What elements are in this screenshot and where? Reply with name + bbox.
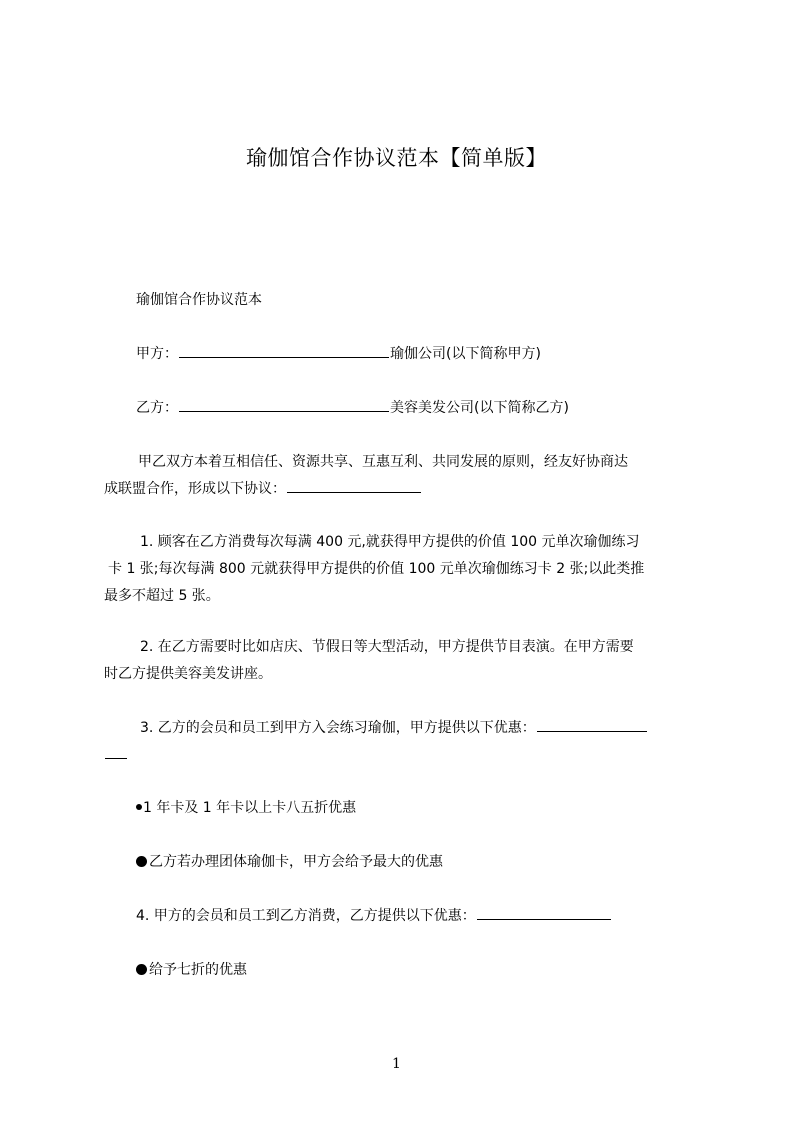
subtitle-text: 瑜伽馆合作协议范本: [136, 292, 262, 308]
clause-4-bullet-1: [104, 957, 702, 984]
clause-1-line-1: 1. 顾客在乙方消费每次每满 400 元,就获得甲方提供的价值 100 元单次瑜伽练习: [140, 534, 640, 550]
clause-2: [104, 634, 702, 688]
party-b-blank[interactable]: [179, 395, 389, 412]
clause-3-bullet-2-text: 乙方若办理团体瑜伽卡，甲方会给予最大的优惠: [149, 854, 443, 870]
clause-4: [104, 903, 702, 930]
party-b-line: [104, 395, 702, 422]
document-subtitle: [104, 287, 702, 314]
party-a-line: [104, 341, 702, 368]
party-a-blank[interactable]: [179, 341, 389, 358]
party-a-label: 甲方：: [136, 346, 178, 362]
document-title: 瑜伽馆合作协议范本【简单版】: [246, 146, 547, 170]
intro-line-2: 成联盟合作，形成以下协议：: [104, 481, 286, 497]
clause-2-line-2: 时乙方提供美容美发讲座。: [104, 666, 272, 682]
party-b-suffix: 美容美发公司(以下简称乙方): [390, 400, 569, 416]
intro-blank[interactable]: [287, 476, 421, 493]
clause-1-line-3: 最多不超过 5 张。: [104, 588, 220, 604]
party-b-label: 乙方：: [136, 400, 178, 416]
clause-2-line-1: 2. 在乙方需要时比如店庆、节假日等大型活动，甲方提供节目表演。在甲方需要: [140, 639, 634, 655]
clause-1-line-2: 卡 1 张;每次每满 800 元就获得甲方提供的价值 100 元单次瑜伽练习卡 2 张;以此类推: [108, 561, 645, 577]
clause-3: [104, 715, 702, 769]
clause-3-blank[interactable]: [537, 715, 647, 732]
clause-3-bullet-1: [104, 795, 702, 822]
intro-paragraph: [104, 449, 702, 503]
clause-1: [104, 529, 702, 610]
clause-4-line-1: 4. 甲方的会员和员工到乙方消费，乙方提供以下优惠：: [136, 908, 476, 924]
bullet-dot-icon: [136, 856, 147, 867]
clause-3-line-1: 3. 乙方的会员和员工到甲方入会练习瑜伽，甲方提供以下优惠：: [140, 720, 536, 736]
clause-3-bullet-1-text: 1 年卡及 1 年卡以上卡八五折优惠: [143, 800, 357, 816]
bullet-dot-icon: [136, 804, 142, 810]
bullet-dot-icon: [136, 964, 147, 975]
clause-3-bullet-2: [104, 849, 702, 876]
clause-3-blank-cont[interactable]: [105, 742, 127, 759]
page-number: 1: [392, 1056, 401, 1072]
clause-4-blank[interactable]: [477, 903, 611, 920]
intro-line-1: 甲乙双方本着互相信任、资源共享、互惠互利、共同发展的原则，经友好协商达: [138, 454, 628, 470]
party-a-suffix: 瑜伽公司(以下简称甲方): [390, 346, 541, 362]
clause-4-bullet-1-text: 给予七折的优惠: [149, 962, 247, 978]
